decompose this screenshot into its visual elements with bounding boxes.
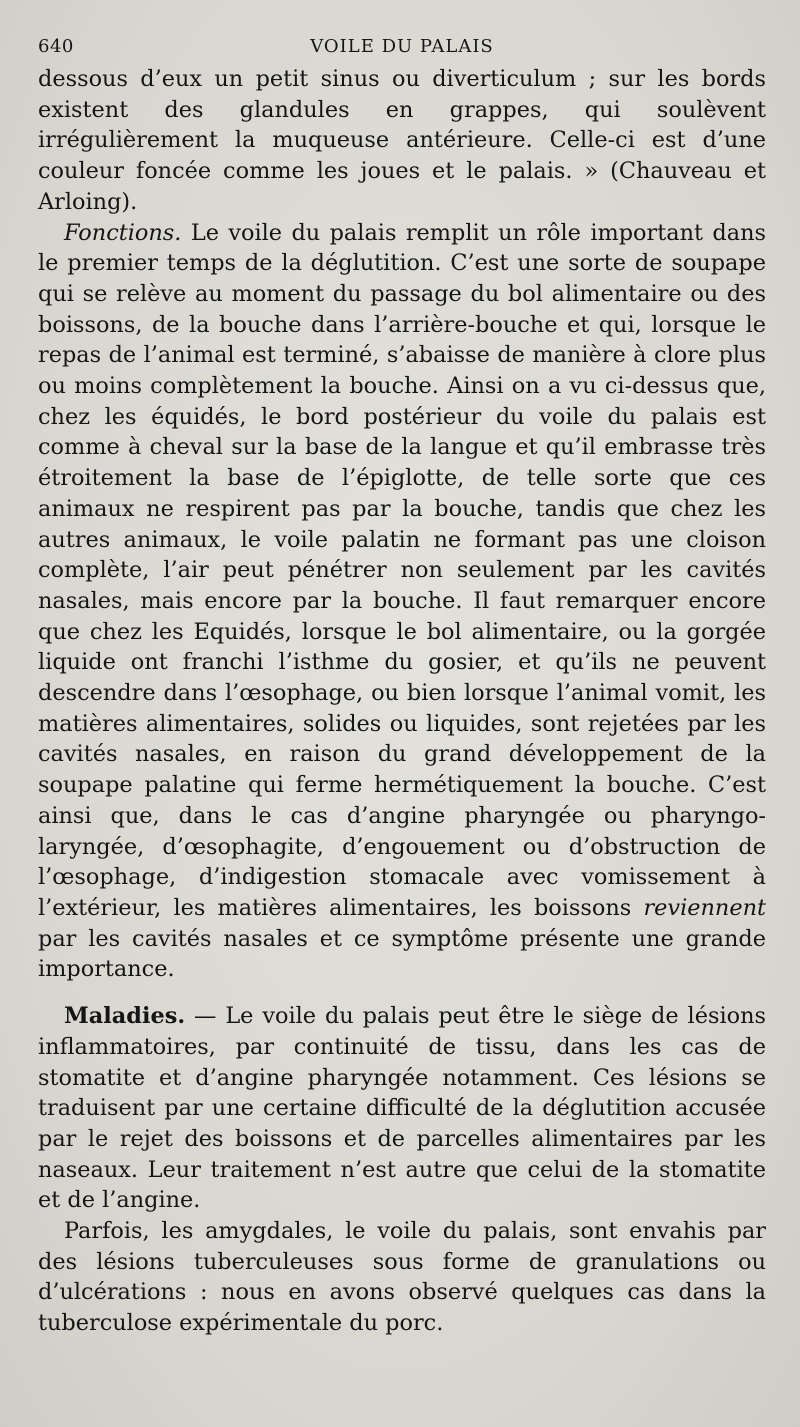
paragraph-maladies [38, 1001, 766, 1216]
paragraph-text-tail: par les cavités nasales et ce symptôme présente une grande importance. [38, 925, 766, 983]
section-lead-fonctions: Fonctions. [64, 219, 182, 246]
paragraph-tuberculose [38, 1216, 766, 1339]
page-number: 640 [38, 36, 74, 57]
running-header [38, 30, 766, 64]
running-title: VOILE DU PALAIS [310, 36, 494, 57]
paragraph-text: Le voile du palais remplit un rôle important dans le premier temps de la déglutition. C’est une sorte de soupape qui se relève au moment du passage du bol alimentaire ou des boissons, de la bouche dans l’arrière-bouche et qui, lorsque le repas de l’animal est terminé, s’abaisse de manière à clore plus ou moins complètement la bouche. Ainsi on a vu ci-dessus que, chez les équidés, le bord postérieur du voile du palais est comme à cheval sur la base de la langue et qu’il embrasse très étroitement la base de l’épiglotte, de telle sorte que ces animaux ne respirent pas par la bouche, tandis que chez les autres animaux, le voile palatin ne formant pas une cloison complète, l’air peut pénétrer non seulement par les cavités nasales, mais encore par la bouche. Il faut remarquer encore que chez les Equidés, lorsque le bol alimentaire, ou la gorgée liquide ont franchi l’isthme du gosier, et qu’ils ne peuvent descendre dans l’œsophage, ou bien lorsque l’animal vomit, les matières alimentaires, solides ou liquides, sont rejetées par les cavités nasales, en raison du grand développement de la soupape palatine qui ferme hermétiquement la bouche. C’est ainsi que, dans le cas d’angine pharyngée ou pharyngo-laryngée, d’œsophagite, d’engouement ou d’obstruction de l’œsophage, d’indigestion stomacale avec vomissement à l’extérieur, les matières alimentaires, les boissons [38, 219, 766, 921]
section-lead-maladies: Maladies. [64, 1003, 186, 1030]
paragraph-text: — Le voile du palais peut être le siège de lésions inflammatoires, par continuité de tissu, dans les cas de stomatite et d’angine pharyngée notamment. Ces lésions se traduisent par une certaine difficulté de la déglutition accusée par le rejet des boissons et de parcelles alimentaires par les naseaux. Leur traitement n’est autre que celui de la stomatite et de l’angine. [38, 1003, 766, 1214]
paragraph-text: Parfois, les amygdales, le voile du palais, sont envahis par des lésions tuberculeuses sous forme de granulations ou d’ulcérations : nous en avons observé quelques cas dans la tuberculose expérimentale du porc. [38, 1218, 766, 1337]
emphasized-word: reviennent [643, 894, 766, 921]
paragraph-text: dessous d’eux un petit sinus ou diverticulum ; sur les bords existent des glandules en grappes, qui soulèvent irrégulièrement la muqueuse antérieure. Celle-ci est d’une couleur foncée comme les joues et le palais. » (Chauveau et Arloing). [38, 66, 766, 215]
paragraph-continuation [38, 64, 766, 218]
paragraph-fonctions [38, 218, 766, 986]
page-body [38, 64, 766, 1339]
